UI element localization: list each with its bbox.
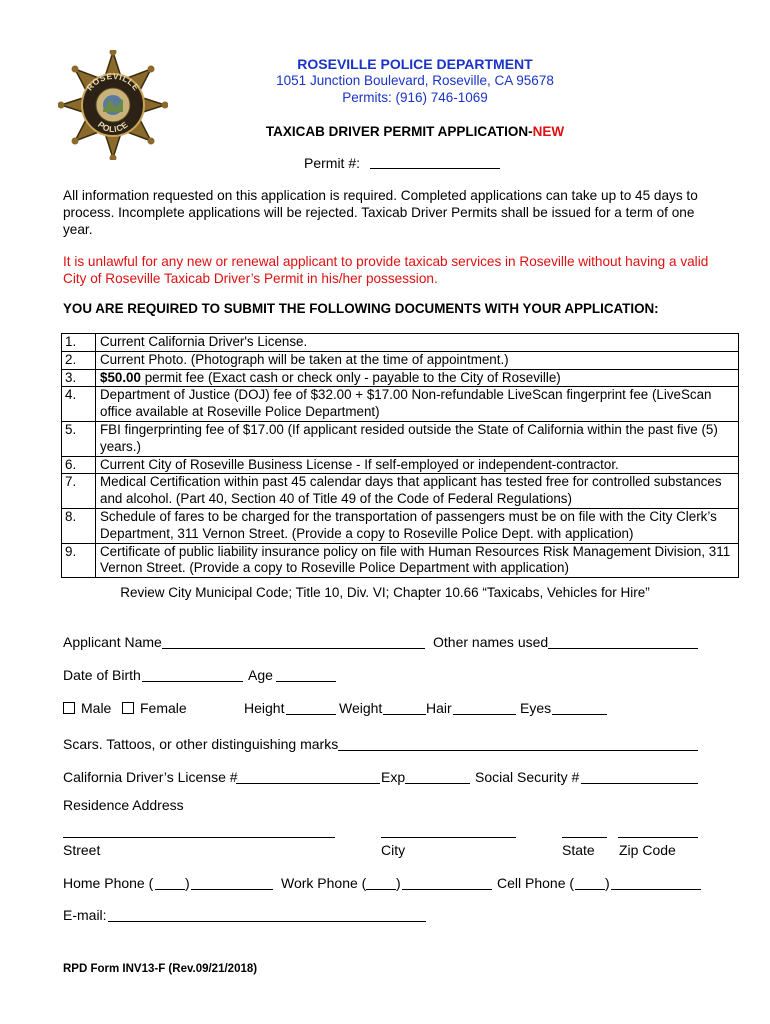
row-number: 2. (62, 351, 96, 369)
row-text: Certificate of public liability insurance policy on file with Human Resources Risk Management Division, 311 Vernon Street. (Provide a copy to Roseville Police Department with application) (96, 543, 739, 578)
cell-phone-area-field[interactable] (575, 889, 605, 890)
other-names-label: Other names used (433, 634, 549, 650)
table-row (62, 543, 739, 578)
weight-field[interactable] (383, 714, 426, 715)
row-text: Current City of Roseville Business License - If self-employed or independent-contractor. (96, 456, 739, 474)
row-number: 7. (62, 474, 96, 509)
cell-phone-label: Cell Phone ( (497, 875, 575, 891)
scars-field[interactable] (338, 750, 698, 751)
street-label: Street (63, 842, 101, 858)
row-text (96, 369, 739, 387)
female-label: Female (140, 700, 187, 716)
row-number: 9. (62, 543, 96, 578)
zip-field[interactable] (618, 837, 698, 838)
table-row (62, 351, 739, 369)
city-label: City (381, 842, 406, 858)
form-title-main: TAXICAB DRIVER PERMIT APPLICATION- (265, 124, 533, 139)
form-title (230, 124, 600, 139)
dob-label: Date of Birth (63, 667, 141, 683)
state-label: State (562, 842, 595, 858)
city-field[interactable] (381, 837, 516, 838)
work-phone-label: Work Phone ( (281, 875, 367, 891)
table-row (62, 456, 739, 474)
row-text: FBI fingerprinting fee of $17.00 (If applicant resided outside the State of California within the past five (5) years.) (96, 421, 739, 456)
female-checkbox[interactable] (122, 702, 134, 714)
male-checkbox[interactable] (63, 702, 75, 714)
row-text: Current Photo. (Photograph will be taken at the time of appointment.) (96, 351, 739, 369)
email-label: E-mail: (63, 907, 107, 923)
svg-text:ROSEVILLE: ROSEVILLE (84, 70, 142, 93)
row-text-bold: $50.00 (100, 369, 141, 385)
zip-label: Zip Code (619, 842, 676, 858)
department-name: ROSEVILLE POLICE DEPARTMENT (297, 56, 533, 72)
form-title-new: NEW (532, 124, 565, 139)
home-phone-field[interactable] (191, 889, 273, 890)
police-badge-icon (58, 50, 168, 160)
work-phone-field[interactable] (402, 889, 492, 890)
table-row (62, 387, 739, 422)
work-phone-area-field[interactable] (366, 889, 396, 890)
dob-field[interactable] (142, 681, 243, 682)
work-phone-paren: ) (396, 875, 401, 891)
ssn-field[interactable] (581, 783, 698, 784)
residence-label: Residence Address (63, 797, 184, 813)
cell-phone-field[interactable] (611, 889, 701, 890)
permit-number-field[interactable] (370, 168, 500, 169)
exp-label: Exp (381, 769, 406, 785)
permit-number-label: Permit #: (304, 155, 361, 171)
scars-label: Scars. Tattoos, or other distinguishing marks (63, 736, 339, 752)
row-number: 1. (62, 334, 96, 352)
applicant-name-field[interactable] (162, 648, 425, 649)
male-option[interactable] (63, 700, 111, 716)
row-number: 3. (62, 369, 96, 387)
warning-paragraph: It is unlawful for any new or renewal applicant to provide taxicab services in Roseville without having a valid City of Roseville Taxicab Driver’s Permit in his/her possession. (63, 254, 709, 286)
street-field[interactable] (63, 837, 335, 838)
home-phone-paren: ) (185, 875, 190, 891)
hair-label: Hair (426, 700, 452, 716)
female-option[interactable] (122, 700, 187, 716)
svg-text:POLICE: POLICE (96, 119, 130, 135)
exp-field[interactable] (405, 783, 470, 784)
eyes-label: Eyes (520, 700, 552, 716)
eyes-field[interactable] (552, 714, 607, 715)
intro-paragraph: All information requested on this application is required. Completed applications can take up to 45 days to process. Incomplete applications will be rejected. Taxicab Driver Permits shall be issued for a term of one year. (63, 188, 698, 237)
height-field[interactable] (286, 714, 336, 715)
hair-field[interactable] (453, 714, 516, 715)
height-label: Height (244, 700, 285, 716)
age-field[interactable] (276, 681, 336, 682)
review-note: Review City Municipal Code; Title 10, Div. VI; Chapter 10.66 “Taxicabs, Vehicles for Hire” (120, 585, 650, 600)
table-row (62, 421, 739, 456)
row-number: 6. (62, 456, 96, 474)
requirements-heading: YOU ARE REQUIRED TO SUBMIT THE FOLLOWING DOCUMENTS WITH YOUR APPLICATION: (63, 301, 659, 316)
row-text-rest: permit fee (Exact cash or check only - payable to the City of Roseville) (140, 369, 561, 385)
requirements-table (61, 333, 739, 578)
row-text: Medical Certification within past 45 calendar days that applicant has tested free for controlled substances and alcohol. (Part 40, Section 40 of Title 49 of the Code of Federal Regulations) (96, 474, 739, 509)
table-row (62, 369, 739, 387)
permits-phone: Permits: (916) 746-1069 (342, 90, 488, 105)
row-number: 4. (62, 387, 96, 422)
age-label: Age (248, 667, 273, 683)
form-footer: RPD Form INV13-F (Rev.09/21/2018) (63, 963, 258, 975)
row-text: Schedule of fares to be charged for the transportation of passengers must be on file with the City Clerk’s Department, 311 Vernon Street. (Provide a copy to Roseville Police Dept. with application) (96, 508, 739, 543)
ssn-label: Social Security # (475, 769, 580, 785)
row-text: Department of Justice (DOJ) fee of $32.00 + $17.00 Non-refundable LiveScan fingerprint fee (LiveScan office available at Roseville Police Department) (96, 387, 739, 422)
cell-phone-paren: ) (605, 875, 610, 891)
row-text: Current California Driver's License. (96, 334, 739, 352)
table-row (62, 474, 739, 509)
table-row (62, 508, 739, 543)
row-number: 8. (62, 508, 96, 543)
home-phone-label: Home Phone ( (63, 875, 154, 891)
license-field[interactable] (236, 783, 380, 784)
applicant-name-label: Applicant Name (63, 634, 162, 650)
other-names-field[interactable] (548, 648, 698, 649)
state-field[interactable] (562, 837, 607, 838)
email-field[interactable] (108, 921, 426, 922)
table-row (62, 334, 739, 352)
row-number: 5. (62, 421, 96, 456)
license-label: California Driver’s License # (63, 769, 238, 785)
male-label: Male (81, 700, 112, 716)
home-phone-area-field[interactable] (155, 889, 185, 890)
department-address: 1051 Junction Boulevard, Roseville, CA 95678 (276, 73, 554, 88)
weight-label: Weight (339, 700, 383, 716)
